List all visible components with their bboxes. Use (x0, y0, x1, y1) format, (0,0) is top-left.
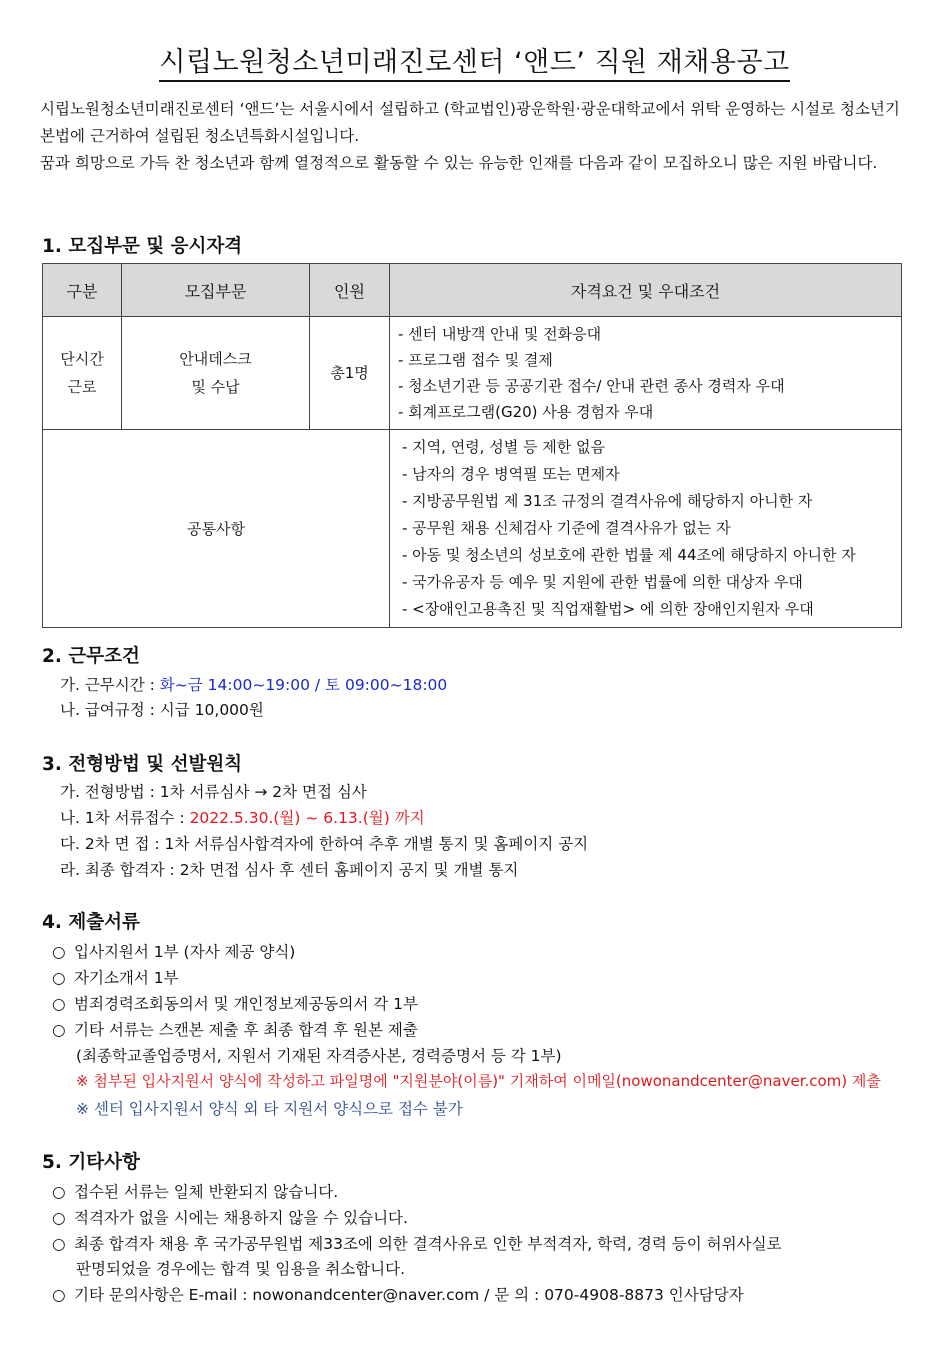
intro-paragraph: 시립노원청소년미래진로센터 ‘앤드’는 서울시에서 설립하고 (학교법인)광운학원·광운대학교에서 위탁 운영하는 시설로 청소년기본법에 근거하여 설립된 청소년특화시설입니다. (40, 100, 900, 145)
note-form: ※ 센터 입사지원서 양식 외 타 지원서 양식으로 접수 불가 (76, 1100, 463, 1118)
recruitment-table (42, 263, 902, 628)
list-item: - 남자의 경우 병역필 또는 면제자 (402, 465, 620, 483)
table-row (43, 430, 902, 628)
list-item: ○ 범죄경력조회동의서 및 개인정보제공동의서 각 1부 (52, 995, 419, 1013)
cell-common (390, 430, 902, 628)
intro-paragraph: 꿈과 희망으로 가득 찬 청소년과 함께 열정적으로 활동할 수 있는 유능한 인재를 다음과 같이 모집하오니 많은 지원 바랍니다. (40, 154, 878, 172)
header-requirements: 자격요건 및 우대조건 (390, 264, 902, 317)
bullet-icon: ○ (52, 1286, 66, 1304)
header-type: 구분 (43, 264, 122, 317)
list-item: ○ 자기소개서 1부 (52, 969, 179, 987)
bullet-icon: ○ (52, 1235, 66, 1253)
bullet-icon: ○ (52, 943, 66, 961)
cell-type: 단시간 근로 (43, 317, 122, 430)
note-mark-icon: ※ (76, 1100, 89, 1118)
table-header-row (43, 264, 902, 317)
list-item: - 국가유공자 등 예우 및 지원에 관한 법률에 의한 대상자 우대 (402, 573, 803, 591)
list-item: ○ 기타 서류는 스캔본 제출 후 최종 합격 후 원본 제출 (52, 1021, 418, 1039)
document-period: 나. 1차 서류접수 : 2022.5.30.(월) ~ 6.13.(월) 까지 (60, 809, 425, 827)
interview-info: 다. 2차 면 접 : 1차 서류심사합격자에 한하여 추후 개별 통지 및 홈페이지 공지 (60, 835, 589, 853)
list-item: - <장애인고용촉진 및 직업재활법> 에 의한 장애인지원자 우대 (402, 600, 814, 618)
bullet-icon: ○ (52, 1021, 66, 1039)
list-item: - 지방공무원법 제 31조 규정의 결격사유에 해당하지 아니한 자 (402, 492, 813, 510)
section-heading: 4. 제출서류 (42, 912, 140, 933)
bullet-icon: ○ (52, 969, 66, 987)
list-item: - 공무원 채용 신체검사 기준에 결격사유가 없는 자 (402, 519, 731, 537)
list-item: ○ 접수된 서류는 일체 반환되지 않습니다. (52, 1183, 339, 1201)
final-info: 라. 최종 합격자 : 2차 면접 심사 후 센터 홈페이지 공지 및 개별 통지 (60, 861, 519, 879)
cell-dept: 안내데스크 및 수납 (122, 317, 310, 430)
pay-rule: 나. 급여규정 : 시급 10,000원 (60, 701, 264, 719)
list-item: - 아동 및 청소년의 성보호에 관한 법률 제 44조에 해당하지 아니한 자 (402, 546, 856, 564)
header-count: 인원 (310, 264, 390, 317)
page-title: 시립노원청소년미래진로센터 ‘앤드’ 직원 재채용공고 (0, 40, 949, 79)
cell-common-label: 공통사항 (43, 430, 390, 628)
list-item: - 프로그램 접수 및 결제 (398, 351, 553, 369)
list-item-sub: (최종학교졸업증명서, 지원서 기재된 자격증사본, 경력증명서 등 각 1부) (76, 1047, 562, 1065)
cell-requirements (390, 317, 902, 430)
note-mark-icon: ※ (76, 1072, 89, 1090)
list-item: - 지역, 연령, 성별 등 제한 없음 (402, 438, 605, 456)
selection-method: 가. 전형방법 : 1차 서류심사 → 2차 면접 심사 (60, 783, 367, 801)
note-email: ※ 첨부된 입사지원서 양식에 작성하고 파일명에 "지원분야(이름)" 기재하여 이메일(nowonandcenter@naver.com) 제출 (76, 1072, 881, 1090)
table-row (43, 317, 902, 430)
bullet-icon: ○ (52, 1183, 66, 1201)
cell-count: 총1명 (310, 317, 390, 430)
header-dept: 모집부문 (122, 264, 310, 317)
bullet-icon: ○ (52, 1209, 66, 1227)
list-item: ○ 적격자가 없을 시에는 채용하지 않을 수 있습니다. (52, 1209, 408, 1227)
work-hours: 가. 근무시간 : 화~금 14:00~19:00 / 토 09:00~18:00 (60, 676, 448, 694)
section-heading: 1. 모집부문 및 응시자격 (42, 236, 243, 257)
section-heading: 3. 전형방법 및 선발원칙 (42, 754, 243, 775)
list-item: - 회계프로그램(G20) 사용 경험자 우대 (398, 403, 654, 421)
list-item: - 청소년기관 등 공공기관 접수/ 안내 관련 종사 경력자 우대 (398, 377, 785, 395)
list-item-cont: 판명되었을 경우에는 합격 및 임용을 취소합니다. (76, 1260, 406, 1278)
section-heading: 2. 근무조건 (42, 646, 140, 667)
bullet-icon: ○ (52, 995, 66, 1013)
list-item: - 센터 내방객 안내 및 전화응대 (398, 325, 602, 343)
section-heading: 5. 기타사항 (42, 1152, 140, 1173)
list-item: ○ 최종 합격자 채용 후 국가공무원법 제33조에 의한 결격사유로 인한 부적격자, 학력, 경력 등이 허위사실로 (52, 1235, 782, 1253)
intro-text (40, 96, 910, 177)
contact-info: ○ 기타 문의사항은 E-mail : nowonandcenter@naver.com / 문 의 : 070-4908-8873 인사담당자 (52, 1286, 744, 1304)
list-item: ○ 입사지원서 1부 (자사 제공 양식) (52, 943, 296, 961)
